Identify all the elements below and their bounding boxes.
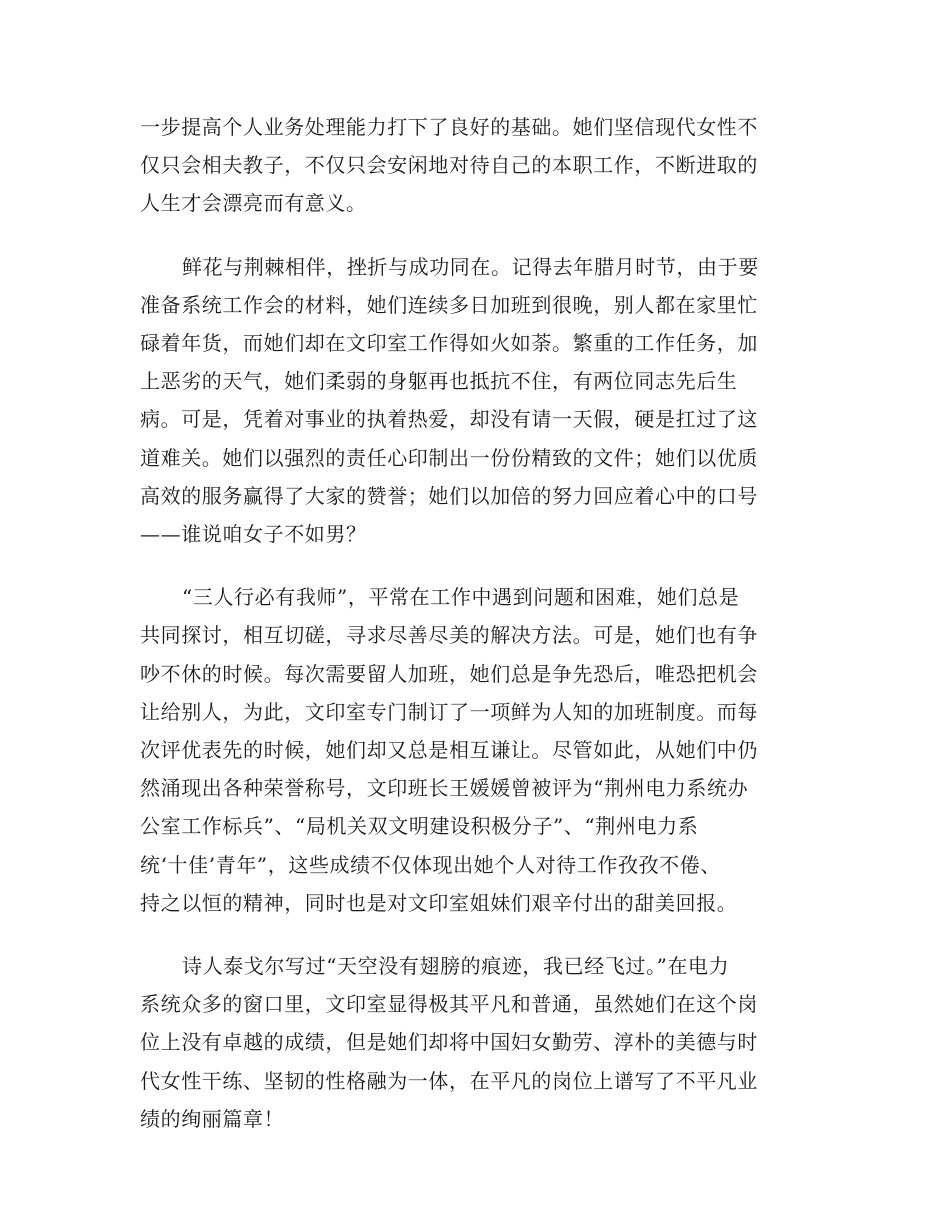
document-body bbox=[140, 108, 800, 1163]
text-line: 一步提高个人业务处理能力打下了良好的基础。她们坚信现代女性不 bbox=[140, 115, 758, 139]
paragraph-4 bbox=[140, 947, 800, 1138]
text-line: 代女性干练、坚韧的性格融为一体，在平凡的岗位上谱写了不平凡业 bbox=[140, 1068, 758, 1093]
text-line: 位上没有卓越的成绩，但是她们却将中国妇女勤劳、淳朴的美德与时 bbox=[140, 1030, 758, 1055]
text-line: 绩的绚丽篇章！ bbox=[140, 1106, 285, 1131]
text-line: 次评优表先的时候，她们却又总是相互谦让。尽管如此，从她们中仍 bbox=[140, 738, 758, 763]
text-line: 人生才会漂亮而有意义。 bbox=[140, 191, 367, 216]
text-line: 统‘十佳’青年”，这些成绩不仅体现出她个人对待工作孜孜不倦、 bbox=[140, 852, 721, 877]
text-line: 仅只会相夫教子，不仅只会安闲地对待自己的本职工作，不断进取的 bbox=[140, 153, 758, 178]
text-line: 公室工作标兵”、“局机关双文明建设积极分子”、“荆州电力系 bbox=[140, 814, 699, 839]
text-line: 道难关。她们以强烈的责任心印制出一份份精致的文件；她们以优质 bbox=[140, 445, 758, 470]
text-line: 高效的服务赢得了大家的赞誉；她们以加倍的努力回应着心中的口号 bbox=[140, 483, 758, 508]
text-line: 系统众多的窗口里，文印室显得极其平凡和普通，虽然她们在这个岗 bbox=[140, 992, 758, 1017]
text-line: 共同探讨，相互切磋，寻求尽善尽美的解决方法。可是，她们也有争 bbox=[140, 623, 758, 648]
text-line: 准备系统工作会的材料，她们连续多日加班到很晚，别人都在家里忙 bbox=[140, 292, 758, 317]
paragraph-1 bbox=[140, 108, 800, 223]
paragraph-2 bbox=[140, 248, 800, 554]
text-line: “三人行必有我师”，平常在工作中遇到问题和困难，她们总是 bbox=[182, 585, 740, 610]
paragraph-3 bbox=[140, 578, 800, 922]
text-line: 鲜花与荆棘相伴，挫折与成功同在。记得去年腊月时节，由于要 bbox=[182, 254, 759, 279]
text-line: 持之以恒的精神，同时也是对文印室姐妹们艰辛付出的甜美回报。 bbox=[140, 890, 738, 915]
text-line: 碌着年货，而她们却在文印室工作得如火如荼。繁重的工作任务，加 bbox=[140, 331, 758, 356]
text-line: ——谁说咱女子不如男？ bbox=[140, 522, 367, 547]
text-line: 上恶劣的天气，她们柔弱的身躯再也抵抗不住，有两位同志先后生 bbox=[140, 369, 738, 394]
text-line: 吵不休的时候。每次需要留人加班，她们总是争先恐后，唯恐把机会 bbox=[140, 661, 758, 686]
text-line: 让给别人，为此，文印室专门制订了一项鲜为人知的加班制度。而每 bbox=[140, 699, 758, 724]
text-line: 诗人泰戈尔写过“天空没有翅膀的痕迹，我已经飞过。”在电力 bbox=[182, 954, 730, 979]
text-line: 病。可是，凭着对事业的执着热爱，却没有请一天假，硬是扛过了这 bbox=[140, 407, 758, 432]
text-line: 然涌现出各种荣誉称号，文印班长王媛媛曾被评为“荆州电力系统办 bbox=[140, 776, 749, 801]
